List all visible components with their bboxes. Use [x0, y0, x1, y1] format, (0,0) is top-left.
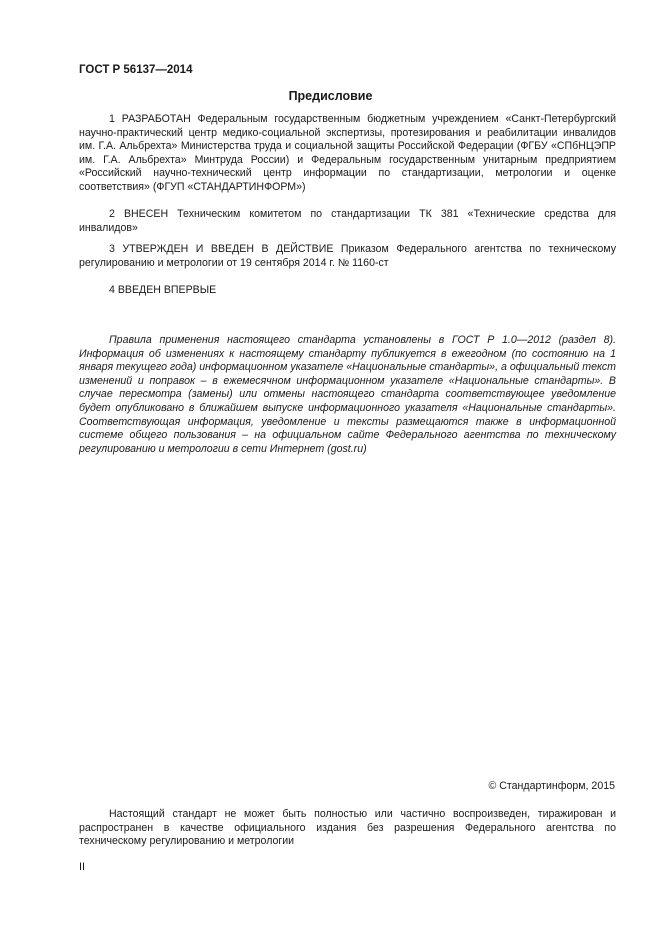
document-header: ГОСТ Р 56137—2014: [79, 64, 193, 76]
reproduction-notice: Настоящий стандарт не может быть полностью или частично воспроизведен, тиражирован и распространен в качестве официального издания без разрешения Федерального агентства по техническому регулированию и метрологии: [79, 808, 616, 848]
copyright-line: © Стандартинформ, 2015: [488, 780, 615, 792]
paragraph-introduced-first: 4 ВВЕДЕН ВПЕРВЫЕ: [109, 284, 217, 296]
paragraph-introduced-by: 2 ВНЕСЕН Техническим комитетом по стандартизации ТК 381 «Технические средства для инвалидов»: [79, 208, 616, 234]
application-notice: Правила применения настоящего стандарта установлены в ГОСТ Р 1.0—2012 (раздел 8). Информация об изменениях к настоящему стандарту публикуется в ежегодном (по состоянию на 1 января текущего года) информационном указателе «Национальные стандарты», а официальный текст изменений и поправок – в ежемесячном информационном указателе «Национальные стандарты». В случае пересмотра (замены) или отмены настоящего стандарта соответствующее уведомление будет опубликовано в ближайшем выпуске информационного указателя «Национальные стандарты». Соответствующая информация, уведомление и тексты размещаются также в информационной системе общего пользования – на официальном сайте Федерального агентства по техническому регулированию и метрологии в сети Интернет (gost.ru): [79, 334, 616, 455]
paragraph-developed-by: 1 РАЗРАБОТАН Федеральным государственным бюджетным учреждением «Санкт-Петербургский научно-практический центр медико-социальной экспертизы, протезирования и реабилитации инвалидов им. Г.А. Альбрехта» Министерства труда и социальной защиты Российской Федерации (ФГБУ «СПбНЦЭПР им. Г.А. Альбрехта» Минтруда России) и Федеральным государственным унитарным предприятием «Российский научно-технический центр информации по стандартизации, метрологии и оценке соответствия» (ФГУП «СТАНДАРТИНФОРМ»): [79, 113, 616, 193]
paragraph-approved: 3 УТВЕРЖДЕН И ВВЕДЕН В ДЕЙСТВИЕ Приказом Федерального агентства по техническому регулированию и метрологии от 19 сентября 2014 г. № 1160-ст: [79, 243, 616, 269]
page-title: Предисловие: [288, 89, 373, 103]
page-number: II: [79, 861, 86, 873]
